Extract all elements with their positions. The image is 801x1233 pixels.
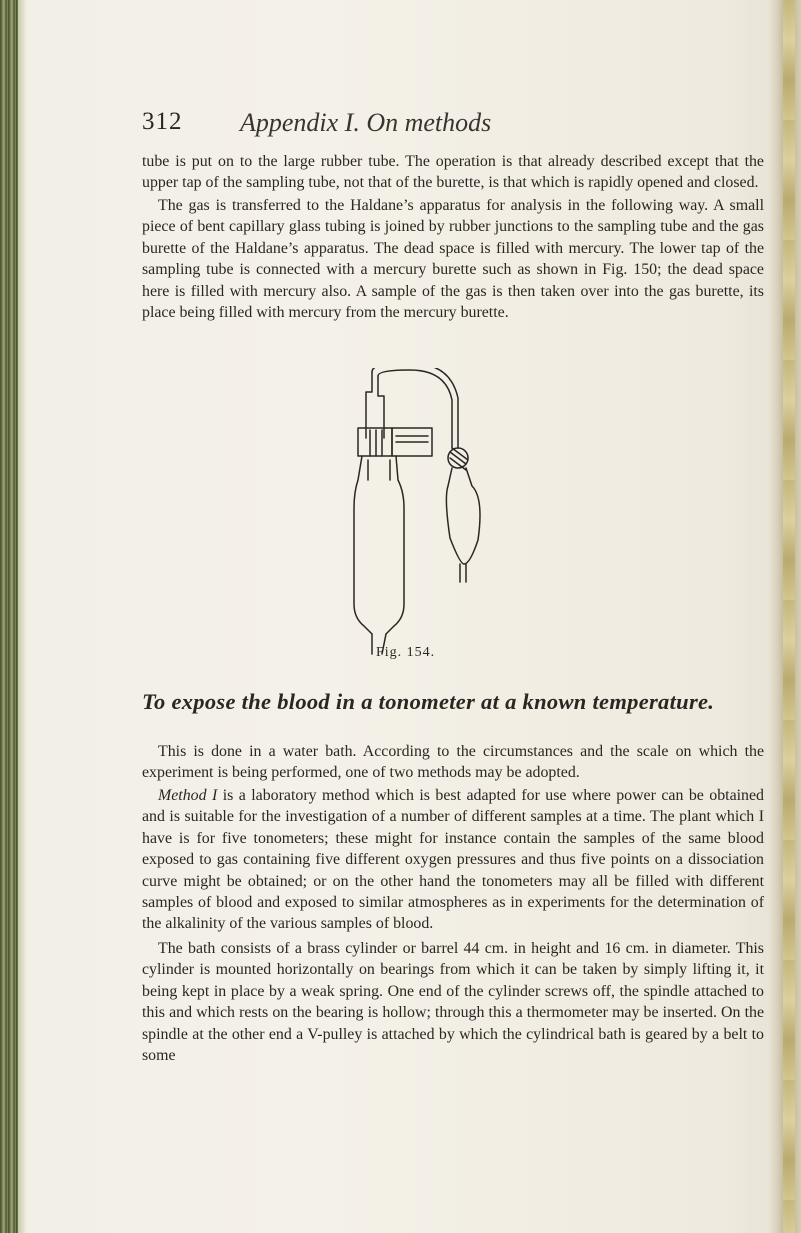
paragraph-2: The gas is transferred to the Haldane’s apparatus for analysis in the following way. A small piece of bent capillary glass tubing is joined by rubber junctions to the sampling tube and the gas burette of the Haldane’s apparatus. The dead space is filled with mercury. The lower tap of the sampling tube is connected with a mercury burette such as shown in Fig. 150; the dead space here is filled with mercury also. A sample of the gas is then taken over into the gas burette, its place being filled with mercury from the mercury burette. — [142, 197, 764, 322]
paragraph-4 — [142, 785, 764, 935]
page-binding — [0, 0, 18, 1233]
paragraph-1: tube is put on to the large rubber tube. The operation is that already described except that the upper tap of the sampling tube, not that of the burette, is that which is rapidly opened and closed. — [142, 153, 764, 192]
paragraph-5: The bath consists of a brass cylinder or barrel 44 cm. in height and 16 cm. in diameter. This cylinder is mounted horizontally on bearings from which it can be taken by simply lifting it, it being kept in place by a weak spring. One end of the cylinder screws off, the spindle attached to this and which rests on the bearing is hollow; through this a thermometer may be inserted. On the spindle at the other end a V-pulley is attached by which the cylindrical bath is geared by a belt to some — [142, 940, 764, 1065]
right-stem — [460, 564, 466, 582]
running-head — [142, 108, 762, 144]
edge-strip — [783, 0, 795, 1233]
left-body-outer — [354, 456, 372, 634]
section-heading: To expose the blood in a tonometer at a known temperature. — [142, 689, 715, 714]
left-body-inner — [386, 456, 404, 634]
paragraph-4-text: is a laboratory method which is best adapted for use where power can be obtained and is suitable for the investigation of a number of different samples at a time. The plant which I have is for five tonometers; these might for instance contain the samples of the same blood exposed to gas containing five different oxygen pressures and thus five points on a dissociation curve might be obtained; or on the other hand the tonometers may all be filled with different samples of blood and exposed to similar atmospheres as in experiments for the determination of the alkalinity of the various samples of blood. — [142, 787, 764, 933]
running-title: Appendix I. On methods — [240, 108, 492, 137]
left-junction — [358, 428, 392, 456]
method-label: Method I — [158, 787, 218, 804]
binding-edge — [18, 0, 26, 1233]
figure-caption: Fig. 154. — [376, 645, 436, 660]
sampling-tube-illustration — [300, 368, 520, 658]
page-number: 312 — [142, 108, 183, 135]
right-bulb — [446, 468, 480, 564]
page-right-edge — [767, 0, 801, 1233]
middle-lines — [396, 436, 428, 442]
sampling-tube-figure — [300, 368, 520, 658]
neck-lines — [368, 460, 390, 480]
junction-hatching — [370, 430, 382, 456]
paragraph-3: This is done in a water bath. According to the circumstances and the scale on which the experiment is being performed, one of two methods may be adopted. — [142, 743, 764, 782]
